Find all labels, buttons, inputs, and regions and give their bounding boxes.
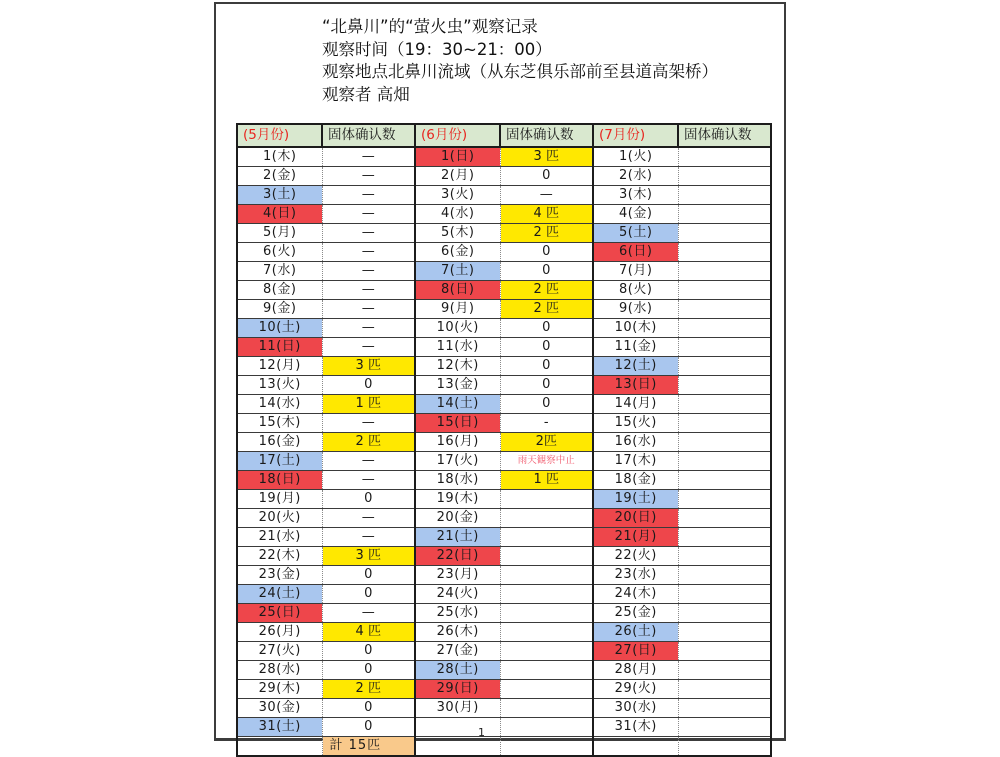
- day-cell: 12(土): [593, 357, 678, 376]
- count-cell: [678, 395, 771, 414]
- day-cell: 24(土): [237, 585, 322, 604]
- day-cell: 7(水): [237, 262, 322, 281]
- table-row: [237, 433, 771, 452]
- count-cell: 2匹: [500, 433, 593, 452]
- day-cell: 27(日): [593, 642, 678, 661]
- count-header: 固体确认数: [500, 124, 593, 147]
- count-cell: 0: [322, 585, 415, 604]
- day-cell: 22(日): [415, 547, 500, 566]
- day-cell: 29(日): [415, 680, 500, 699]
- day-cell: 9(水): [593, 300, 678, 319]
- day-cell: 15(木): [237, 414, 322, 433]
- day-cell: 6(金): [415, 243, 500, 262]
- count-cell: [500, 547, 593, 566]
- count-cell: —: [322, 604, 415, 623]
- day-cell: 4(金): [593, 205, 678, 224]
- day-cell: 29(木): [237, 680, 322, 699]
- day-cell: 16(月): [415, 433, 500, 452]
- table-body: [237, 147, 771, 756]
- count-cell: 0: [322, 661, 415, 680]
- day-cell: 9(月): [415, 300, 500, 319]
- day-cell: 19(土): [593, 490, 678, 509]
- count-cell: [678, 281, 771, 300]
- day-cell: 13(金): [415, 376, 500, 395]
- table-header: [237, 124, 771, 147]
- day-cell: 2(金): [237, 167, 322, 186]
- table-row: [237, 319, 771, 338]
- count-cell: [500, 509, 593, 528]
- count-cell: 0: [500, 376, 593, 395]
- footer-day-cell: [415, 737, 500, 757]
- count-cell: [678, 547, 771, 566]
- day-cell: 7(土): [415, 262, 500, 281]
- count-cell: —: [500, 186, 593, 205]
- table-row: [237, 376, 771, 395]
- day-cell: 23(水): [593, 566, 678, 585]
- count-cell: 0: [322, 490, 415, 509]
- table-row: [237, 699, 771, 718]
- footer-day-cell: [593, 737, 678, 757]
- day-cell: 17(木): [593, 452, 678, 471]
- day-cell: 20(日): [593, 509, 678, 528]
- count-cell: [678, 452, 771, 471]
- count-cell: 4 匹: [322, 623, 415, 642]
- day-cell: 27(火): [237, 642, 322, 661]
- table-row: [237, 490, 771, 509]
- count-cell: [500, 699, 593, 718]
- count-cell: 0: [500, 338, 593, 357]
- count-cell: [500, 642, 593, 661]
- day-cell: 23(金): [237, 566, 322, 585]
- day-cell: 20(金): [415, 509, 500, 528]
- day-cell: 14(土): [415, 395, 500, 414]
- observation-location-line: 观察地点北鼻川流域（从东芝俱乐部前至县道高架桥）: [322, 62, 718, 81]
- count-cell: [500, 718, 593, 737]
- month-header: (5月份): [237, 124, 322, 147]
- day-cell: 24(木): [593, 585, 678, 604]
- day-cell: 14(月): [593, 395, 678, 414]
- day-cell: 8(火): [593, 281, 678, 300]
- day-cell: 14(水): [237, 395, 322, 414]
- day-cell: 11(水): [415, 338, 500, 357]
- count-cell: 1 匹: [500, 471, 593, 490]
- table-row: [237, 623, 771, 642]
- day-cell: 21(月): [593, 528, 678, 547]
- count-cell: 0: [322, 718, 415, 737]
- day-cell: 19(木): [415, 490, 500, 509]
- count-cell: 2 匹: [322, 680, 415, 699]
- count-cell: 0: [500, 395, 593, 414]
- day-cell: 21(土): [415, 528, 500, 547]
- count-cell: [678, 585, 771, 604]
- count-cell: —: [322, 452, 415, 471]
- day-cell: 4(水): [415, 205, 500, 224]
- day-cell: 22(火): [593, 547, 678, 566]
- count-cell: [678, 680, 771, 699]
- count-cell: —: [322, 471, 415, 490]
- day-cell: 18(日): [237, 471, 322, 490]
- count-cell: 0: [500, 357, 593, 376]
- count-cell: —: [322, 167, 415, 186]
- table-row: [237, 452, 771, 471]
- note-cell: 雨天観察中止: [500, 452, 593, 471]
- day-cell: 3(土): [237, 186, 322, 205]
- count-cell: —: [322, 509, 415, 528]
- table-row: [237, 642, 771, 661]
- day-cell: 25(水): [415, 604, 500, 623]
- day-cell: 1(日): [415, 147, 500, 167]
- day-cell: 6(火): [237, 243, 322, 262]
- observer-line: 观察者 高畑: [322, 84, 410, 104]
- count-cell: [678, 262, 771, 281]
- count-cell: [678, 661, 771, 680]
- day-cell: 2(月): [415, 167, 500, 186]
- day-cell: 31(土): [237, 718, 322, 737]
- day-cell: 25(金): [593, 604, 678, 623]
- count-cell: [678, 528, 771, 547]
- table-row: [237, 167, 771, 186]
- table-row: [237, 338, 771, 357]
- day-cell: 24(火): [415, 585, 500, 604]
- day-cell: 11(金): [593, 338, 678, 357]
- count-cell: [678, 300, 771, 319]
- count-cell: 3 匹: [322, 357, 415, 376]
- count-cell: 3 匹: [500, 147, 593, 167]
- count-cell: [500, 585, 593, 604]
- count-cell: —: [322, 262, 415, 281]
- table-row: [237, 604, 771, 623]
- day-cell: 8(金): [237, 281, 322, 300]
- count-cell: 2 匹: [500, 281, 593, 300]
- count-cell: 2 匹: [500, 224, 593, 243]
- count-cell: [678, 471, 771, 490]
- count-cell: [678, 509, 771, 528]
- count-cell: [500, 661, 593, 680]
- count-cell: —: [322, 243, 415, 262]
- count-cell: —: [322, 528, 415, 547]
- count-cell: —: [322, 224, 415, 243]
- count-cell: [678, 718, 771, 737]
- day-cell: 21(水): [237, 528, 322, 547]
- count-cell: 0: [322, 566, 415, 585]
- day-cell: 11(日): [237, 338, 322, 357]
- month-header: (7月份): [593, 124, 678, 147]
- table-row: [237, 281, 771, 300]
- count-cell: [500, 604, 593, 623]
- day-cell: 26(月): [237, 623, 322, 642]
- day-cell: [415, 718, 500, 737]
- day-cell: 30(月): [415, 699, 500, 718]
- day-cell: 30(水): [593, 699, 678, 718]
- count-cell: —: [322, 147, 415, 167]
- day-cell: 10(火): [415, 319, 500, 338]
- table-row: [237, 243, 771, 262]
- day-cell: 28(土): [415, 661, 500, 680]
- count-cell: —: [322, 338, 415, 357]
- day-cell: 5(土): [593, 224, 678, 243]
- day-cell: 19(月): [237, 490, 322, 509]
- month-header: (6月份): [415, 124, 500, 147]
- day-cell: 22(木): [237, 547, 322, 566]
- day-cell: 2(水): [593, 167, 678, 186]
- day-cell: 26(土): [593, 623, 678, 642]
- table-row: [237, 680, 771, 699]
- day-cell: 13(火): [237, 376, 322, 395]
- table-row: [237, 205, 771, 224]
- day-cell: 28(月): [593, 661, 678, 680]
- count-cell: —: [322, 300, 415, 319]
- title-block: [322, 16, 718, 106]
- day-cell: 25(日): [237, 604, 322, 623]
- count-cell: [678, 433, 771, 452]
- count-cell: [678, 490, 771, 509]
- count-cell: —: [322, 319, 415, 338]
- count-cell: [678, 699, 771, 718]
- count-cell: [678, 186, 771, 205]
- count-cell: 1 匹: [322, 395, 415, 414]
- day-cell: 18(水): [415, 471, 500, 490]
- day-cell: 16(水): [593, 433, 678, 452]
- table-row: [237, 528, 771, 547]
- count-cell: [678, 205, 771, 224]
- count-cell: [678, 623, 771, 642]
- day-cell: 17(火): [415, 452, 500, 471]
- day-cell: 12(木): [415, 357, 500, 376]
- count-header: 固体确认数: [678, 124, 771, 147]
- count-cell: [500, 528, 593, 547]
- table-row: [237, 471, 771, 490]
- day-cell: 1(火): [593, 147, 678, 167]
- table-row: [237, 262, 771, 281]
- count-cell: -: [500, 414, 593, 433]
- count-cell: 2 匹: [322, 433, 415, 452]
- day-cell: 1(木): [237, 147, 322, 167]
- count-cell: [500, 490, 593, 509]
- count-cell: 0: [500, 167, 593, 186]
- day-cell: 18(金): [593, 471, 678, 490]
- day-cell: 12(月): [237, 357, 322, 376]
- day-cell: 29(火): [593, 680, 678, 699]
- count-cell: 0: [500, 262, 593, 281]
- table-row: [237, 661, 771, 680]
- table-row: [237, 566, 771, 585]
- table-row: [237, 585, 771, 604]
- total-count-cell: [678, 737, 771, 757]
- day-cell: 13(日): [593, 376, 678, 395]
- count-cell: [678, 319, 771, 338]
- day-cell: 27(金): [415, 642, 500, 661]
- day-cell: 28(水): [237, 661, 322, 680]
- day-cell: 15(日): [415, 414, 500, 433]
- count-cell: —: [322, 281, 415, 300]
- count-cell: [500, 623, 593, 642]
- count-cell: [678, 376, 771, 395]
- day-cell: 5(木): [415, 224, 500, 243]
- count-cell: [678, 642, 771, 661]
- count-cell: [678, 604, 771, 623]
- table-row: [237, 224, 771, 243]
- count-cell: [500, 680, 593, 699]
- table-row: [237, 186, 771, 205]
- day-cell: 23(月): [415, 566, 500, 585]
- day-cell: 10(木): [593, 319, 678, 338]
- count-cell: —: [322, 205, 415, 224]
- total-count-cell: 計 15匹: [322, 737, 415, 757]
- day-cell: 3(火): [415, 186, 500, 205]
- day-cell: 16(金): [237, 433, 322, 452]
- count-cell: —: [322, 414, 415, 433]
- table-row: [237, 395, 771, 414]
- day-cell: 26(木): [415, 623, 500, 642]
- count-cell: 3 匹: [322, 547, 415, 566]
- day-cell: 31(木): [593, 718, 678, 737]
- day-cell: 10(土): [237, 319, 322, 338]
- day-cell: 9(金): [237, 300, 322, 319]
- observation-time-line: 观察时间（19：30~21：00）: [322, 39, 552, 59]
- total-count-cell: [500, 737, 593, 757]
- day-cell: 4(日): [237, 205, 322, 224]
- table-row: [237, 147, 771, 167]
- count-cell: 0: [500, 319, 593, 338]
- day-cell: 3(木): [593, 186, 678, 205]
- day-cell: 5(月): [237, 224, 322, 243]
- count-cell: 4 匹: [500, 205, 593, 224]
- footer-day-cell: [237, 737, 322, 757]
- header-row: [237, 124, 771, 147]
- table-row: [237, 414, 771, 433]
- table-row: [237, 357, 771, 376]
- table-row: [237, 737, 771, 757]
- count-cell: [678, 167, 771, 186]
- count-cell: [678, 566, 771, 585]
- count-cell: [678, 414, 771, 433]
- day-cell: 20(火): [237, 509, 322, 528]
- page-number: 1: [478, 726, 485, 739]
- count-cell: 0: [500, 243, 593, 262]
- observation-table: [236, 123, 772, 757]
- table-row: [237, 547, 771, 566]
- count-cell: [678, 147, 771, 167]
- table-row: [237, 509, 771, 528]
- document-page: [214, 2, 786, 753]
- count-cell: [678, 243, 771, 262]
- table-row: [237, 718, 771, 737]
- count-header: 固体确认数: [322, 124, 415, 147]
- document-title: “北鼻川”的“萤火虫”观察记录: [322, 17, 538, 36]
- day-cell: 17(土): [237, 452, 322, 471]
- day-cell: 30(金): [237, 699, 322, 718]
- day-cell: 7(月): [593, 262, 678, 281]
- count-cell: [678, 338, 771, 357]
- table-row: [237, 300, 771, 319]
- count-cell: [678, 357, 771, 376]
- count-cell: —: [322, 186, 415, 205]
- count-cell: 0: [322, 642, 415, 661]
- count-cell: [500, 566, 593, 585]
- day-cell: 8(日): [415, 281, 500, 300]
- count-cell: 2 匹: [500, 300, 593, 319]
- day-cell: 6(日): [593, 243, 678, 262]
- day-cell: 15(火): [593, 414, 678, 433]
- count-cell: 0: [322, 699, 415, 718]
- count-cell: [678, 224, 771, 243]
- count-cell: 0: [322, 376, 415, 395]
